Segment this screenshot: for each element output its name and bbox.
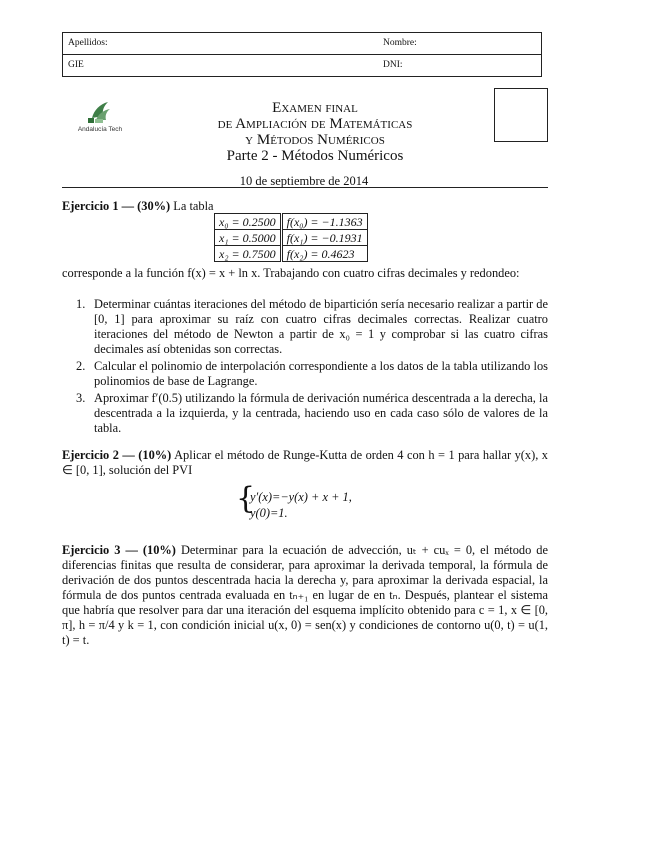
ivp-initial-condition: y(0)=1.: [250, 506, 288, 520]
table-cell: x₀ = 0.2500: [215, 214, 282, 230]
item-number: 3.: [76, 391, 86, 405]
surname-label: Apellidos:: [68, 38, 108, 48]
table-row: [215, 230, 368, 246]
item-number: 1.: [76, 297, 86, 311]
exercise-1-intro: La tabla: [173, 199, 214, 213]
student-info-box: [62, 32, 542, 77]
list-item: [62, 391, 548, 436]
exercise-3-weight: (10%): [142, 543, 176, 557]
info-row-2: [63, 55, 541, 76]
list-item: [62, 297, 548, 357]
title-line-3: y Métodos Numéricos: [245, 132, 385, 148]
info-row-1: [63, 33, 541, 55]
title-line-1: Examen final: [272, 100, 358, 116]
item-text: Aproximar f′(0.5) utilizando la fórmula de derivación numérica descentrada a la derecha, la descentrada a la izquierda, y la centrada, haciendo uso en cada caso sólo de valores de la tabla.: [94, 391, 548, 435]
exercise-1-title: Ejercicio 1 —: [62, 199, 135, 213]
table-cell: f(x₁) = −0.1931: [281, 230, 367, 246]
logo-text: Andalucía Tech: [77, 126, 123, 133]
exercise-1-statement: corresponde a la función f(x) = x + ln x. Trabajando con cuatro cifras decimales y redondeo:: [62, 266, 520, 280]
data-table: [214, 213, 368, 262]
title-line-2: de Ampliación de Matemáticas: [217, 116, 413, 132]
table-row: [215, 214, 368, 230]
table-cell: f(x₂) = 0.4623: [281, 246, 367, 262]
exercise-1-header: [62, 199, 548, 214]
name-label: Nombre:: [383, 38, 417, 48]
table-row: [215, 246, 368, 262]
item-number: 2.: [76, 359, 86, 373]
table-cell: x₂ = 0.7500: [215, 246, 282, 262]
item-text: Determinar cuántas iteraciones del método de bipartición sería necesario realizar a partir de [0, 1] para aproximar su raíz con cuatro cifras decimales correctas. Realizar cuatro iteraciones del método de Newton a partir de x₀ = 1 y comprobar si las cuatro cifras decimales así obtenidas son correctas.: [94, 297, 548, 356]
id-label: DNI:: [383, 60, 403, 70]
exercise-1-items: [62, 297, 548, 438]
exercise-3-text: Determinar para la ecuación de advección, uₜ + cuₓ = 0, el método de diferencias finitas que resulta de considerar, para aproximar la derivada temporal, la fórmula de derivación de dos puntos descentrada hacia la derecha y, para aproximar la derivada espacial, la fórmula de dos puntos centrada evaluada en tₙ₊₁ en lugar de en tₙ. Después, plantear el sistema que habría que resolver para dar una iteración del esquema implícito obtenido para c = 1, x ∈ [0, π], h = π/4 y k = 1, con condición inicial u(x, 0) = sen(x) y condiciones de contorno u(0, t) = u(1, t) = t.: [62, 543, 548, 647]
brace-symbol: {: [236, 481, 256, 516]
degree-label: GIE: [68, 60, 84, 70]
grade-box: [494, 88, 548, 142]
exam-subtitle: Parte 2 - Métodos Numéricos: [226, 148, 404, 164]
item-text: Calcular el polinomio de interpolación correspondiente a los datos de la tabla utilizando los polinomios de base de Lagrange.: [94, 359, 548, 388]
exercise-2-title: Ejercicio 2 —: [62, 448, 135, 462]
table-cell: x₁ = 0.5000: [215, 230, 282, 246]
header-divider: [62, 187, 548, 188]
list-item: [62, 359, 548, 389]
exercise-3: [62, 543, 548, 648]
exercise-3-title: Ejercicio 3 —: [62, 543, 138, 557]
exercise-1-weight: (30%): [137, 199, 171, 213]
ivp-equation: y′(x)=−y(x) + x + 1,: [250, 490, 352, 504]
exercise-2-text: Aplicar el método de Runge-Kutta de orden 4 con h = 1 para hallar y(x), x ∈ [0, 1], solución del PVI: [62, 448, 548, 477]
andalucia-tech-logo: [62, 98, 138, 134]
exam-date: 10 de septiembre de 2014: [239, 174, 369, 188]
exercise-2-weight: (10%): [138, 448, 172, 462]
exam-title: [160, 100, 470, 164]
logo-leaf-icon: [88, 102, 110, 123]
exercise-2: [62, 448, 548, 478]
table-cell: f(x₀) = −1.1363: [281, 214, 367, 230]
